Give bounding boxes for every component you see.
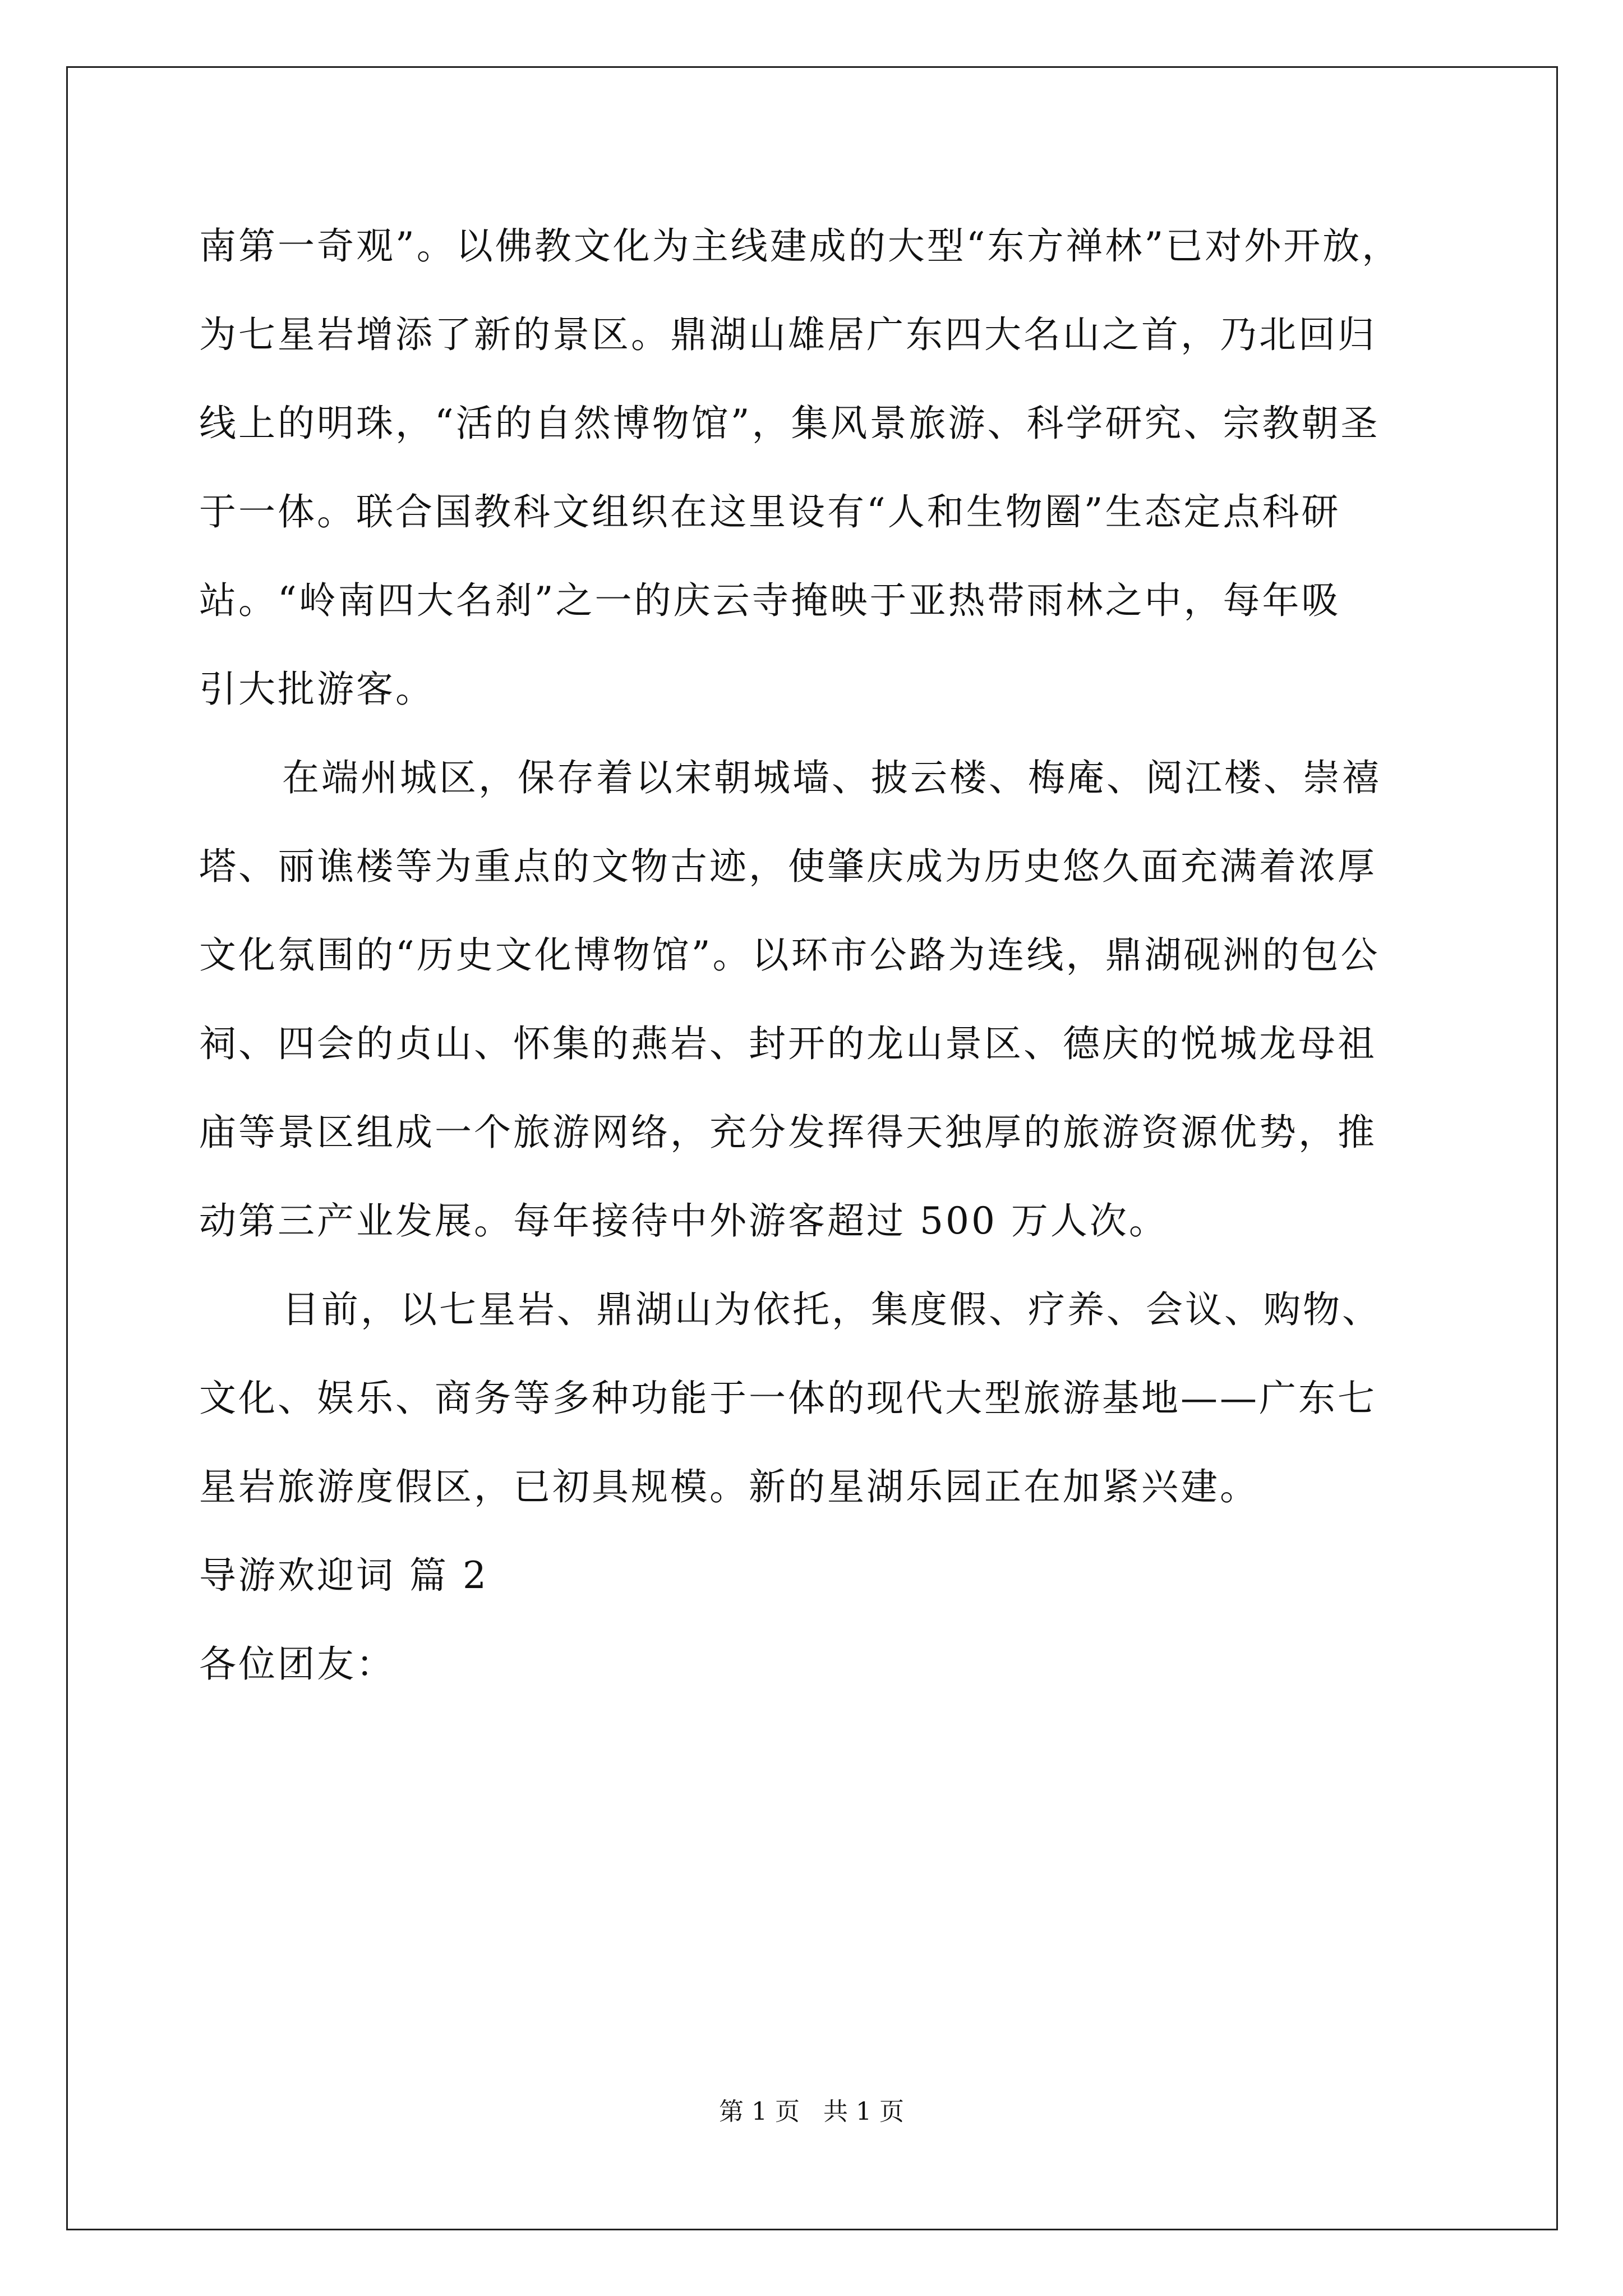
text-line: 祠、四会的贞山、怀集的燕岩、封开的龙山景区、德庆的悦城龙母祖	[199, 1022, 1377, 1065]
text-line: 文化、娱乐、商务等多种功能于一体的现代大型旅游基地——广东七	[199, 1377, 1377, 1420]
paragraph-start-line: 目前，以七星岩、鼎湖山为依托，集度假、疗养、会议、购物、	[282, 1288, 1381, 1331]
paragraph-start-line: 在端州城区，保存着以宋朝城墙、披云楼、梅庵、阅江楼、崇禧	[282, 756, 1381, 799]
text-line: 南第一奇观”。以佛教文化为主线建成的大型“东方禅林”已对外开放，	[199, 224, 1401, 268]
text-line: 线上的明珠，“活的自然博物馆”，集风景旅游、科学研究、宗教朝圣	[199, 402, 1380, 445]
text-line: 庙等景区组成一个旅游网络，充分发挥得天独厚的旅游资源优势，推	[199, 1111, 1377, 1154]
text-line: 文化氛围的“历史文化博物馆”。以环市公路为连线，鼎湖砚洲的包公	[199, 933, 1380, 977]
text-line: 站。“岭南四大名刹”之一的庆云寺掩映于亚热带雨林之中，每年吸	[199, 579, 1341, 622]
page-footer: 第 1 页 共 1 页	[719, 2097, 904, 2126]
section-heading: 导游欢迎词 篇 2	[199, 1554, 488, 1597]
salutation: 各位团友：	[199, 1642, 395, 1686]
text-line: 为七星岩增添了新的景区。鼎湖山雄居广东四大名山之首，乃北回归	[199, 313, 1377, 356]
text-line: 引大批游客。	[199, 668, 435, 711]
text-line: 塔、丽谯楼等为重点的文物古迹，使肇庆成为历史悠久面充满着浓厚	[199, 845, 1377, 888]
text-line: 星岩旅游度假区，已初具规模。新的星湖乐园正在加紧兴建。	[199, 1465, 1259, 1508]
document-body	[199, 202, 1433, 1709]
text-line: 动第三产业发展。每年接待中外游客超过 500 万人次。	[199, 1199, 1168, 1243]
text-line: 于一体。联合国教科文组织在这里设有“人和生物圈”生态定点科研	[199, 490, 1341, 533]
